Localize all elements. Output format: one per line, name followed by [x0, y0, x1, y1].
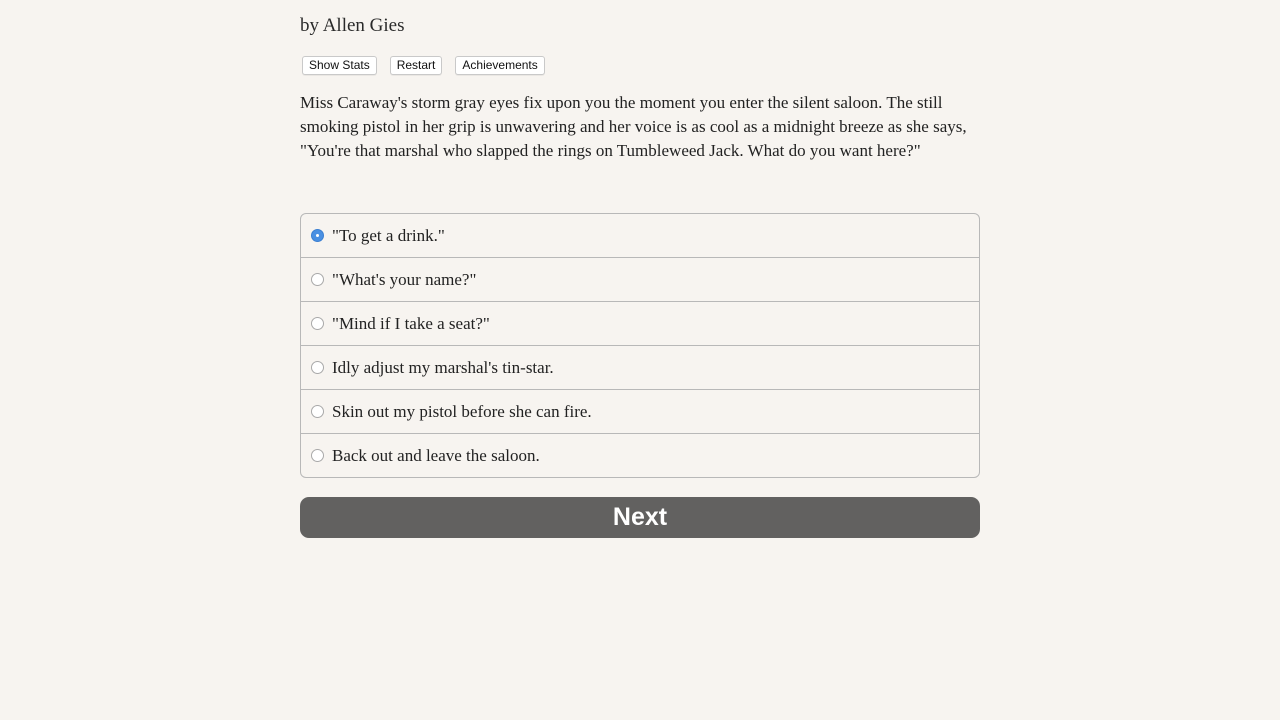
- toolbar: [302, 56, 545, 75]
- choice-label: Skin out my pistol before she can fire.: [332, 401, 592, 421]
- radio-button[interactable]: [311, 229, 324, 242]
- radio-button[interactable]: [311, 405, 324, 418]
- radio-button[interactable]: [311, 449, 324, 462]
- choice-label: Idly adjust my marshal's tin-star.: [332, 357, 554, 377]
- radio-button[interactable]: [311, 317, 324, 330]
- choice-option[interactable]: [301, 214, 979, 257]
- choice-option[interactable]: [301, 257, 979, 301]
- choice-label: "To get a drink.": [332, 225, 445, 245]
- author-byline: by Allen Gies: [300, 15, 405, 36]
- choice-label: Back out and leave the saloon.: [332, 445, 540, 465]
- restart-button[interactable]: Restart: [390, 56, 443, 75]
- radio-button[interactable]: [311, 361, 324, 374]
- story-text: Miss Caraway's storm gray eyes fix upon you the moment you enter the silent saloon. The still smoking pistol in her grip is unwavering and her voice is as cool as a midnight breeze as she says, "You're that marshal who slapped the rings on Tumbleweed Jack. What do you want here?": [300, 93, 967, 160]
- choice-option[interactable]: [301, 433, 979, 477]
- choice-option[interactable]: [301, 301, 979, 345]
- show-stats-button[interactable]: Show Stats: [302, 56, 377, 75]
- choice-list: [300, 213, 980, 478]
- radio-button[interactable]: [311, 273, 324, 286]
- choice-option[interactable]: [301, 345, 979, 389]
- choice-option[interactable]: [301, 389, 979, 433]
- next-button[interactable]: Next: [300, 497, 980, 538]
- choice-label: "Mind if I take a seat?": [332, 313, 490, 333]
- achievements-button[interactable]: Achievements: [455, 56, 544, 75]
- choice-label: "What's your name?": [332, 269, 477, 289]
